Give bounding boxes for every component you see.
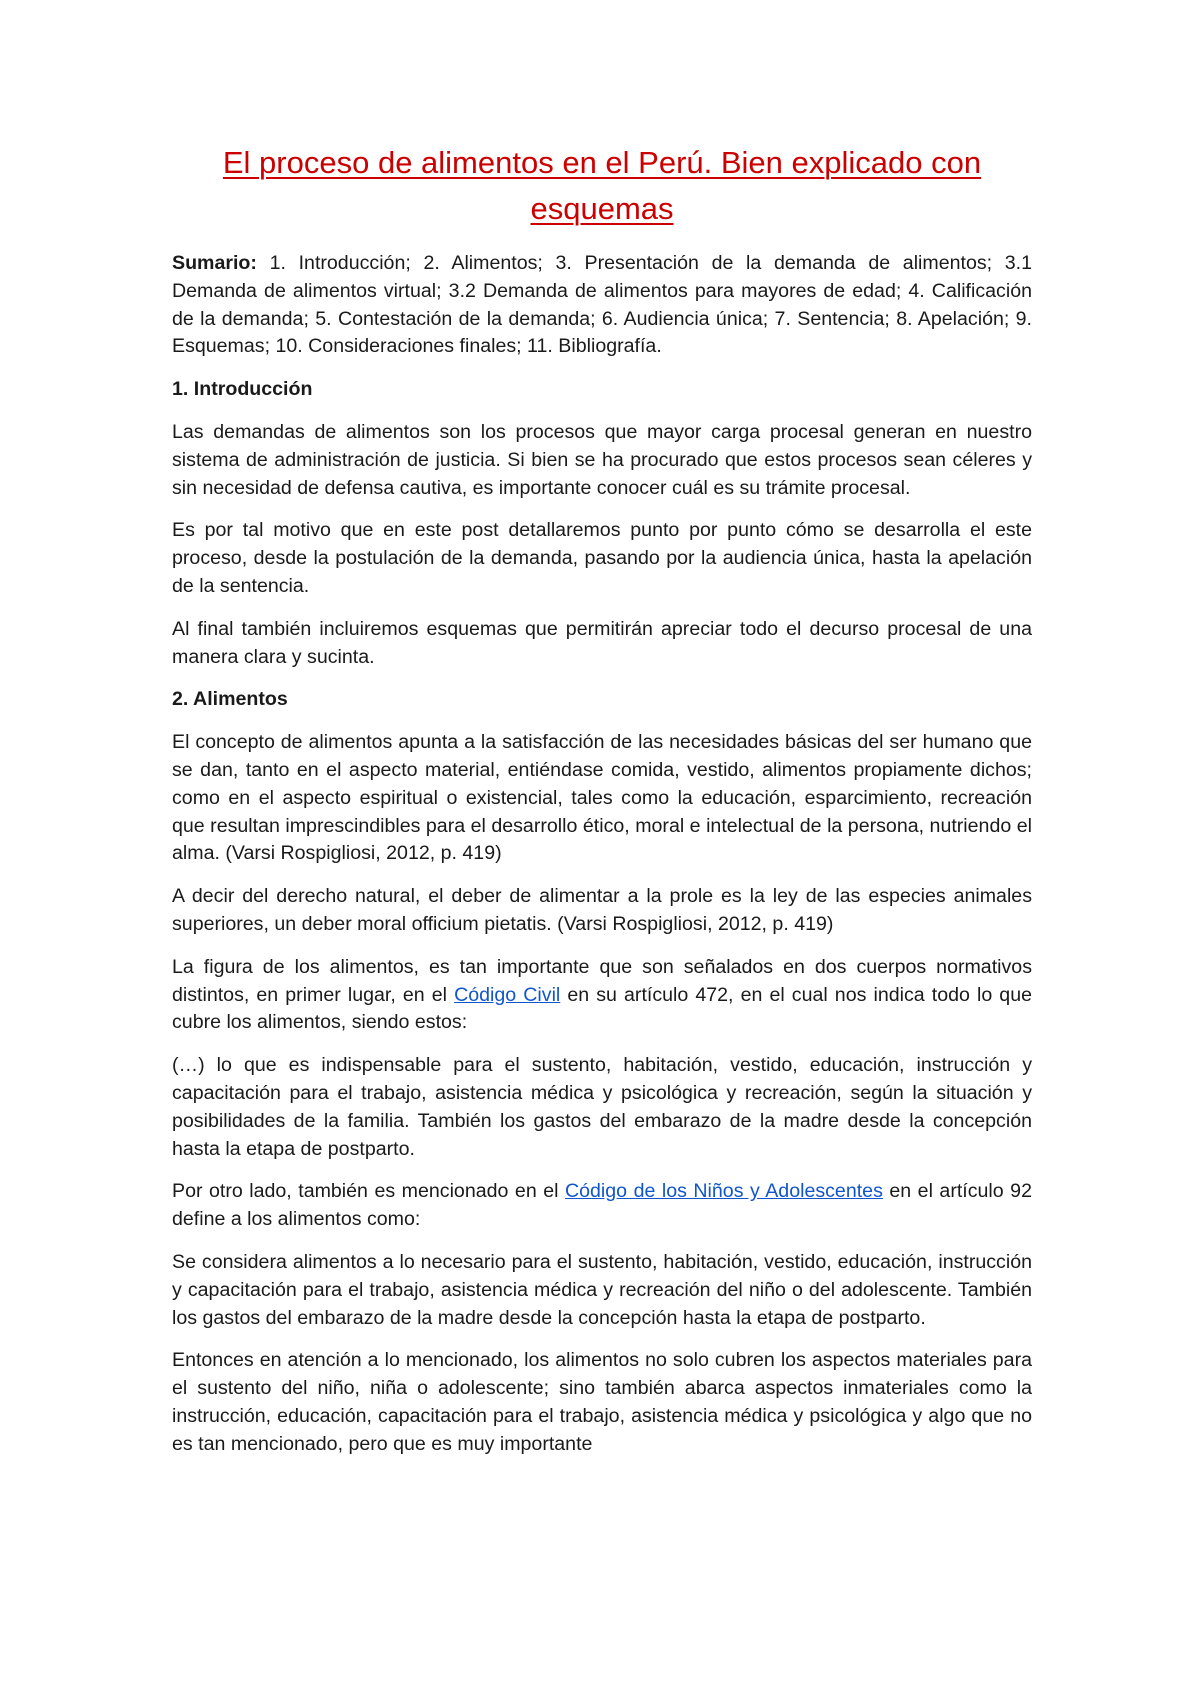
section-heading-introduccion: 1. Introducción: [172, 378, 313, 401]
paragraph-text: en el artículo 92 define a los alimentos como:: [172, 1180, 1032, 1231]
summary-text: 1. Introducción; 2. Alimentos; 3. Presentación de la demanda de alimentos; 3.1 Demanda de alimentos virtual; 3.2 Demanda de alimentos para mayores de edad; 4. Calificación de la demanda; 5. Contestación de la demanda; 6. Audiencia única; 7. Sentencia; 8. Apelación; 9. Esquemas; 10. Consideraciones finales; 11. Bibliografía.: [172, 252, 1032, 358]
paragraph: [172, 954, 1032, 1037]
page-title: El proceso de alimentos en el Perú. Bien explicado con esquemas: [222, 145, 982, 226]
paragraph: Al final también incluiremos esquemas que permitirán apreciar todo el decurso procesal de una manera clara y sucinta.: [172, 617, 1032, 668]
codigo-ninos-adolescentes-link[interactable]: Código de los Niños y Adolescentes: [564, 1180, 883, 1203]
paragraph: Las demandas de alimentos son los procesos que mayor carga procesal generan en nuestro sistema de administración de justicia. Si bien se ha procurado que estos procesos sean céleres y sin necesidad de defensa cautiva, es importante conocer cuál es su trámite procesal.: [172, 420, 1032, 499]
paragraph-text: en su artículo 472, en el cual nos indica todo lo que cubre los alimentos, siendo estos:: [172, 983, 1032, 1034]
section-heading-alimentos: 2. Alimentos: [172, 688, 288, 711]
paragraph: [172, 1178, 1032, 1234]
summary-paragraph: [172, 250, 1032, 361]
codigo-civil-link[interactable]: Código Civil: [454, 983, 561, 1006]
paragraph-text: La figura de los alimentos, es tan importante que son señalados en dos cuerpos normativos distintos, en primer lugar, en el: [172, 955, 1032, 1006]
document-page: [172, 140, 1032, 1473]
summary-label: Sumario:: [172, 252, 257, 274]
paragraph: Es por tal motivo que en este post detallaremos punto por punto cómo se desarrolla el este proceso, desde la postulación de la demanda, pasando por la audiencia única, hasta la apelación de la sentencia.: [172, 519, 1032, 597]
paragraph: El concepto de alimentos apunta a la satisfacción de las necesidades básicas del ser humano que se dan, tanto en el aspecto material, entiéndase comida, vestido, alimentos propiamente dichos; como en el aspecto espiritual o existencial, tales como la educación, esparcimiento, recreación que resultan imprescindibles para el desarrollo ético, moral e intelectual de la persona, nutriendo el alma. (Varsi Rospigliosi, 2012, p. 419): [172, 731, 1032, 865]
paragraph-text: Por otro lado, también es mencionado en el: [172, 1180, 565, 1203]
paragraph: Entonces en atención a lo mencionado, los alimentos no solo cubren los aspectos materiales para el sustento del niño, niña o adolescente; sino también abarca aspectos inmateriales como la instrucción, educación, capacitación para el trabajo, asistencia médica y psicológica y algo que no es tan mencionado, pero que es muy importante: [172, 1349, 1032, 1455]
quote-paragraph: Se considera alimentos a lo necesario para el sustento, habitación, vestido, educación, instrucción y capacitación para el trabajo, asistencia médica y recreación del niño o del adolescente. También los gastos del embarazo de la madre desde la concepción hasta la etapa de postparto.: [172, 1250, 1032, 1329]
quote-paragraph: (…) lo que es indispensable para el sustento, habitación, vestido, educación, instrucción y capacitación para el trabajo, asistencia médica y psicológica y recreación, según la situación y posibilidades de la familia. También los gastos del embarazo de la madre desde la concepción hasta la etapa de postparto.: [172, 1054, 1032, 1160]
paragraph: A decir del derecho natural, el deber de alimentar a la prole es la ley de las especies animales superiores, un deber moral officium pietatis. (Varsi Rospigliosi, 2012, p. 419): [172, 885, 1032, 935]
